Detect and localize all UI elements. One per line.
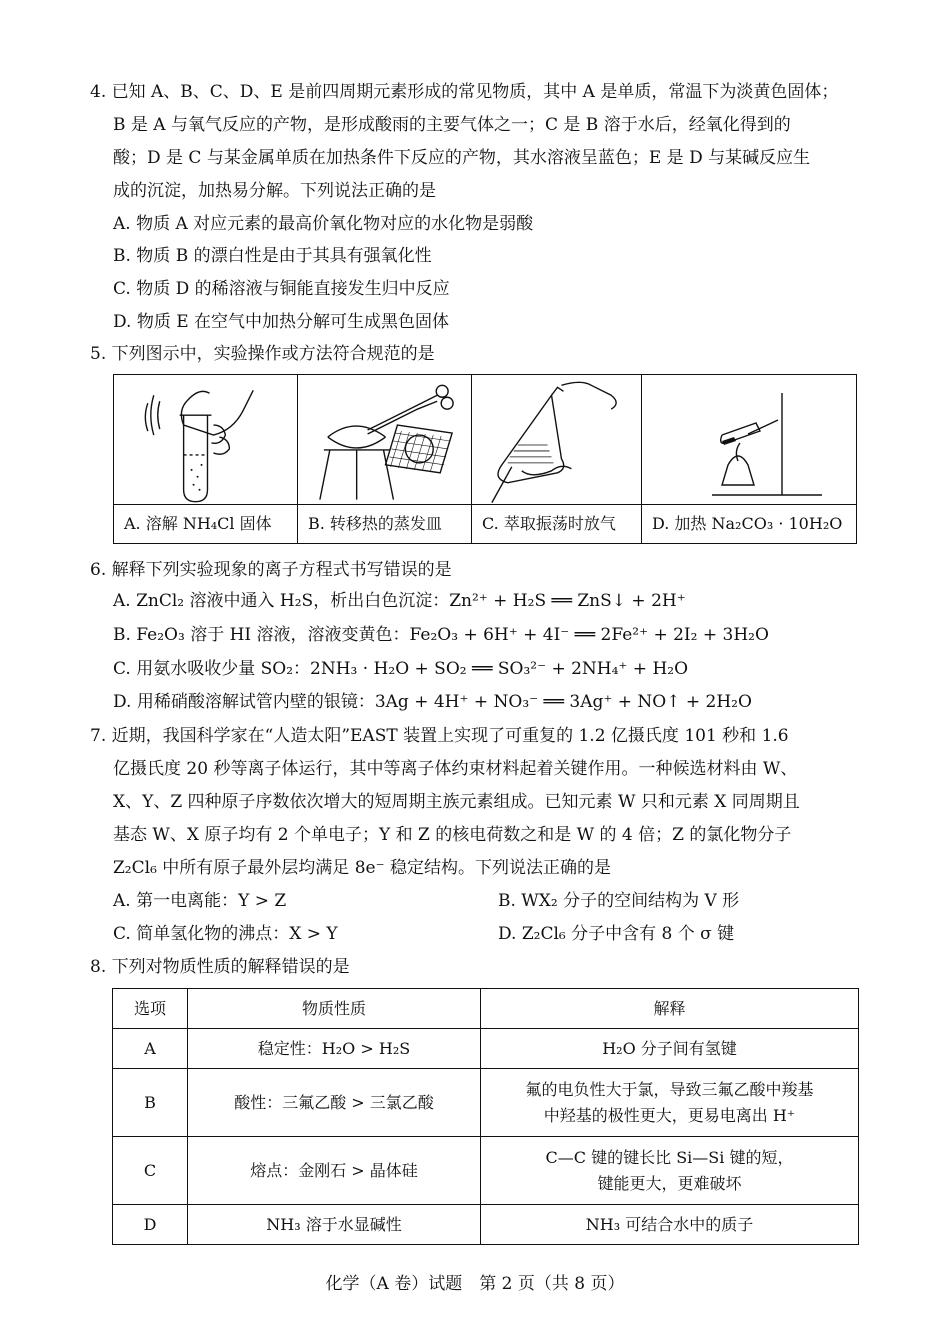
q4-stem-line-2: B 是 A 与氧气反应的产物，是形成酸雨的主要气体之一；C 是 B 溶于水后，经氧化得到的 bbox=[113, 115, 791, 135]
q7-stem-line-5: Z₂Cl₆ 中所有原子最外层均满足 8e⁻ 稳定结构。下列说法正确的是 bbox=[113, 858, 611, 878]
figure-b bbox=[298, 375, 472, 543]
figure-d bbox=[642, 375, 856, 543]
page-footer: 化学（A 卷）试题 第 2 页（共 8 页） bbox=[325, 1274, 625, 1294]
q7-option-c: C. 简单氢化物的沸点：X > Y bbox=[113, 924, 338, 944]
caption-c: C. 萃取振荡时放气 bbox=[472, 504, 641, 543]
caption-b: B. 转移热的蒸发皿 bbox=[298, 504, 471, 543]
row-option: B bbox=[113, 1069, 188, 1137]
caption-a: A. 溶解 NH₄Cl 固体 bbox=[114, 504, 297, 543]
table-row bbox=[113, 1137, 859, 1205]
q6-option-c: C. 用氨水吸收少量 SO₂：2NH₃ · H₂O + SO₂ ══ SO₃²⁻ + 2NH₄⁺ + H₂O bbox=[113, 659, 689, 679]
explanation-line-1: C—C 键的键长比 Si—Si 键的短， bbox=[545, 1147, 794, 1167]
q6-option-d: D. 用稀硝酸溶解试管内壁的银镜：3Ag + 4H⁺ + NO₃⁻ ══ 3Ag⁺ + NO↑ + 2H₂O bbox=[113, 692, 752, 712]
q6-option-a: A. ZnCl₂ 溶液中通入 H₂S，析出白色沉淀：Zn²⁺ + H₂S ══ ZnS↓ + 2H⁺ bbox=[113, 591, 686, 611]
caption-d: D. 加热 Na₂CO₃ · 10H₂O bbox=[642, 504, 856, 543]
row-explanation bbox=[481, 1137, 859, 1205]
q7-stem-line-1: 7. 近期，我国科学家在“人造太阳”EAST 装置上实现了可重复的 1.2 亿摄氏度 101 秒和 1.6 bbox=[90, 726, 789, 746]
q6-stem: 6. 解释下列实验现象的离子方程式书写错误的是 bbox=[90, 560, 452, 580]
q4-option-c: C. 物质 D 的稀溶液与铜能直接发生归中反应 bbox=[113, 279, 450, 299]
q4-option-b: B. 物质 B 的漂白性是由于其具有强氧化性 bbox=[113, 246, 432, 266]
explanation-line-1: 氟的电负性大于氯，导致三氟乙酸中羧基 bbox=[525, 1079, 814, 1099]
separatory-funnel-venting-illustration bbox=[472, 375, 641, 505]
q7-option-a: A. 第一电离能：Y > Z bbox=[113, 891, 287, 911]
header-option: 选项 bbox=[113, 989, 188, 1029]
explanation-line-2: 键能更大，更难破坏 bbox=[597, 1173, 742, 1193]
row-explanation bbox=[481, 1069, 859, 1137]
q7-option-b: B. WX₂ 分子的空间结构为 V 形 bbox=[498, 891, 740, 911]
heating-test-tube-illustration bbox=[642, 375, 856, 505]
q4-stem-line-3: 酸；D 是 C 与某金属单质在加热条件下反应的产物，其水溶液呈蓝色；E 是 D 与某碱反应生 bbox=[113, 148, 811, 168]
row-explanation: H₂O 分子间有氢键 bbox=[481, 1029, 859, 1069]
q4-stem-line-4: 成的沉淀，加热易分解。下列说法正确的是 bbox=[113, 181, 436, 201]
figure-c bbox=[472, 375, 642, 543]
row-property: NH₃ 溶于水显碱性 bbox=[188, 1205, 481, 1245]
table-header-row bbox=[113, 989, 859, 1029]
figure-a bbox=[114, 375, 298, 543]
row-property: 酸性：三氟乙酸 > 三氯乙酸 bbox=[188, 1069, 481, 1137]
q8-table bbox=[112, 988, 859, 1245]
explanation-line-2: 中羟基的极性更大，更易电离出 H⁺ bbox=[543, 1105, 796, 1125]
row-property: 熔点：金刚石 > 晶体硅 bbox=[188, 1137, 481, 1205]
q7-option-d: D. Z₂Cl₆ 分子中含有 8 个 σ 键 bbox=[498, 924, 735, 944]
header-property: 物质性质 bbox=[188, 989, 481, 1029]
header-explanation: 解释 bbox=[481, 989, 859, 1029]
row-property: 稳定性：H₂O > H₂S bbox=[188, 1029, 481, 1069]
q6-option-b: B. Fe₂O₃ 溶于 HI 溶液，溶液变黄色：Fe₂O₃ + 6H⁺ + 4I⁻ ══ 2Fe²⁺ + 2I₂ + 3H₂O bbox=[113, 625, 769, 645]
table-row bbox=[113, 1205, 859, 1245]
q4-option-a: A. 物质 A 对应元素的最高价氧化物对应的水化物是弱酸 bbox=[113, 214, 534, 234]
row-explanation: NH₃ 可结合水中的质子 bbox=[481, 1205, 859, 1245]
q8-stem: 8. 下列对物质性质的解释错误的是 bbox=[90, 957, 350, 977]
q4-option-d: D. 物质 E 在空气中加热分解可生成黑色固体 bbox=[113, 312, 450, 332]
row-option: D bbox=[113, 1205, 188, 1245]
row-option: A bbox=[113, 1029, 188, 1069]
table-row bbox=[113, 1069, 859, 1137]
table-row bbox=[113, 1029, 859, 1069]
q7-stem-line-4: 基态 W、X 原子均有 2 个单电子；Y 和 Z 的核电荷数之和是 W 的 4 倍；Z 的氯化物分子 bbox=[113, 825, 792, 845]
test-tube-shaking-illustration bbox=[114, 375, 297, 505]
q5-figure-table bbox=[113, 374, 857, 544]
evaporating-dish-transfer-illustration bbox=[298, 375, 471, 505]
q5-stem: 5. 下列图示中，实验操作或方法符合规范的是 bbox=[90, 344, 435, 364]
q4-stem-line-1: 4. 已知 A、B、C、D、E 是前四周期元素形成的常见物质，其中 A 是单质，常温下为淡黄色固体； bbox=[90, 82, 839, 102]
q7-stem-line-3: X、Y、Z 四种原子序数依次增大的短周期主族元素组成。已知元素 W 只和元素 X 同周期且 bbox=[113, 792, 800, 812]
row-option: C bbox=[113, 1137, 188, 1205]
q7-stem-line-2: 亿摄氏度 20 秒等离子体运行，其中等离子体约束材料起着关键作用。一种候选材料由 W、 bbox=[113, 759, 798, 779]
